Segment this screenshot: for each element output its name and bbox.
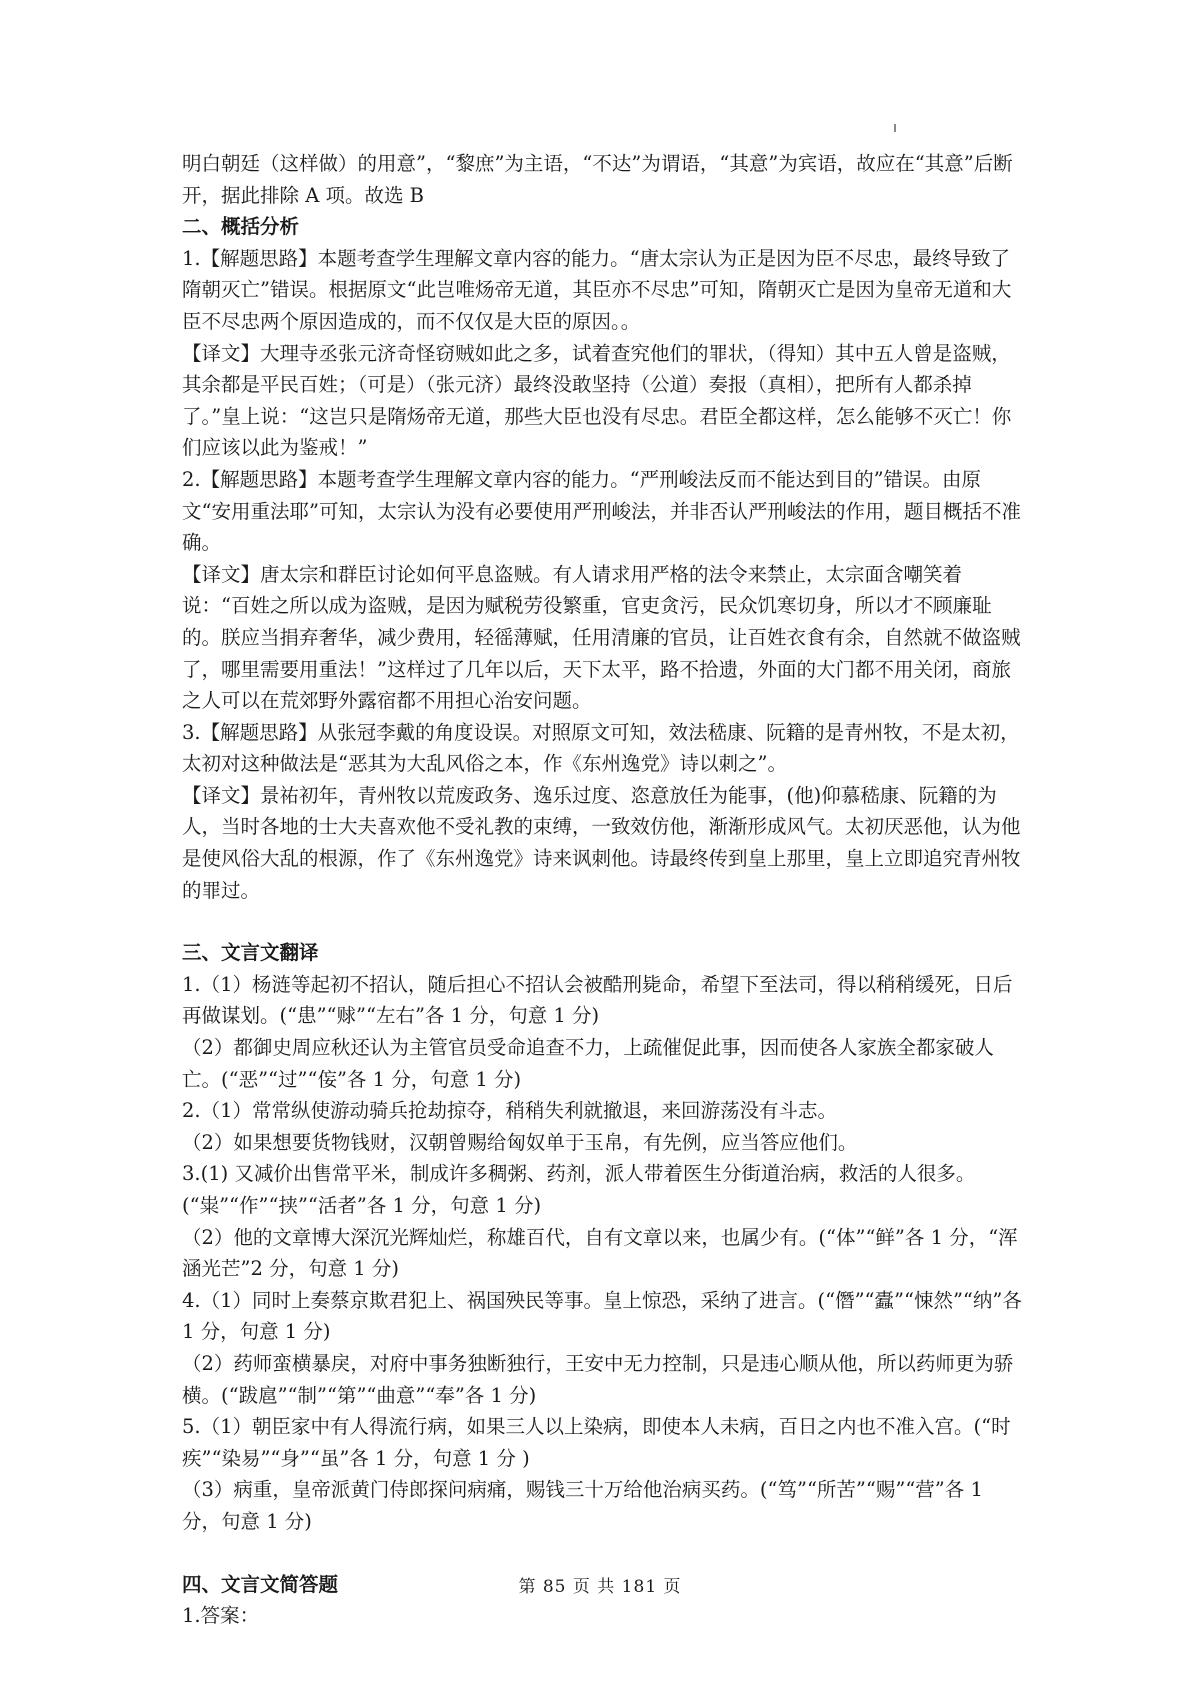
section-heading: 二、概括分析 [182,215,300,239]
paragraph: 【译文】景祐初年，青州牧以荒废政务、逸乐过度、恣意放任为能事，(他)仰慕嵇康、阮籍的为人，当时各地的士大夫喜欢他不受礼教的束缚，一致效仿他，渐渐形成风气。太初厌恶他，认为他是使风俗大乱的根源，作了《东州逸党》诗来讽刺他。诗最终传到皇上那里，皇上立即追究青州牧的罪过。 [182,783,1021,902]
page-mark [894,124,896,132]
paragraph: 【译文】大理寺丞张元济奇怪窃贼如此之多，试着查究他们的罪状，（得知）其中五人曾是盗贼，其余都是平民百姓；（可是）（张元济）最终没敢坚持（公道）奏报（真相），把所有人都杀掉了。”皇上说：“这岂只是隋炀帝无道，那些大臣也没有尽忠。君臣全都这样，怎么能够不灭亡！你们应该以此为鉴戒！” [182,341,1012,460]
translation-item: （2）都御史周应秋还认为主管官员受命追查不力，上疏催促此事，因而使各人家族全都家破人亡。(“恶”“过”“侫”各 1 分，句意 1 分) [182,1036,994,1091]
translation-item: 4.（1）同时上奏蔡京欺君犯上、祸国殃民等事。皇上惊恐，采纳了进言。(“僭”“蠹”“悚然”“纳”各 1 分，句意 1 分) [182,1288,1022,1344]
paragraph: 3.【解题思路】从张冠李戴的角度设误。对照原文可知，效法嵇康、阮籍的是青州牧，不是太初，太初对这种做法是“恶其为大乱风俗之本，作《东州逸党》诗以刺之”。 [182,720,1020,776]
translation-item: 5.（1）朝臣家中有人得流行病，如果三人以上染病，即使本人未病，百日之内也不准入宫。(“时疾”“染易”“身”“虽”各 1 分，句意 1 分 ) [182,1415,1011,1470]
paragraph: 2.【解题思路】本题考查学生理解文章内容的能力。“严刑峻法反而不能达到目的”错误。由原文“安用重法耶”可知，太宗认为没有必要使用严刑峻法，并非否认严刑峻法的作用，题目概括不准确。 [182,467,1021,555]
translation-item: （2）如果想要货物钱财，汉朝曾赐给匈奴单于玉帛，有先例，应当答应他们。 [182,1130,858,1154]
answer-label: 1.答案： [182,1604,260,1628]
spacer [182,1538,1027,1569]
section-heading: 四、文言文简答题 [182,1572,339,1596]
translation-item: （2）药师蛮横暴戾，对府中事务独断独行，王安中无力控制，只是违心顺从他，所以药师更为骄横。(“跋扈”“制”“第”“曲意”“奉”各 1 分) [182,1351,1014,1407]
paragraph: 1.【解题思路】本题考查学生理解文章内容的能力。“唐太宗认为正是因为臣不尽忠，最终导致了隋朝灭亡”错误。根据原文“此岂唯炀帝无道，其臣亦不尽忠”可知，隋朝灭亡是因为皇帝无道和大臣不尽忠两个原因造成的，而不仅仅是大臣的原因。。 [182,246,1012,333]
translation-item: 2.（1）常常纵使游动骑兵抢劫掠夺，稍稍失利就撤退，来回游荡没有斗志。 [182,1099,838,1123]
section-heading: 三、文言文翻译 [182,941,319,965]
spacer [182,906,1027,937]
translation-item: 3.(1) 又减价出售常平米，制成许多稠粥、药剂，派人带着医生分街道治病，救活的人很多。(“粜”“作”“挟”“活者”各 1 分，句意 1 分) [182,1162,976,1217]
translation-item: 1.（1）杨涟等起初不招认，随后担心不招认会被酷刑毙命，希望下至法司，得以稍稍缓死，日后再做谋划。(“患”“赇”“左右”各 1 分，句意 1 分) [182,972,1013,1028]
document-body [182,148,1027,1632]
paragraph: 【译文】唐太宗和群臣讨论如何平息盗贼。有人请求用严格的法令来禁止，太宗面含嘲笑着说：“百姓之所以成为盗贼，是因为赋税劳役繁重，官吏贪污，民众饥寒切身，所以才不顾廉耻的。朕应当捐弃奢华，减少费用，轻徭薄赋，任用清廉的官员，让百姓衣食有余，自然就不做盗贼了，哪里需要用重法！”这样过了几年以后，天下太平，路不拾遗，外面的大门都不用关闭，商旅之人可以在荒郊野外露宿都不用担心治安问题。 [182,562,1021,713]
page-footer: 第 85 页 共 181 页 [518,1577,682,1597]
translation-item: （3）病重，皇帝派黄门侍郎探问病痛，赐钱三十万给他治病买药。(“笃”“所苦”“赐”“营”各 1 分，句意 1 分) [182,1478,983,1533]
paragraph: 明白朝廷（这样做）的用意”，“黎庶”为主语，“不达”为谓语，“其意”为宾语，故应在“其意”后断开，据此排除 A 项。故选 B [182,152,1013,207]
translation-item: （2）他的文章博大深沉光辉灿烂，称雄百代，自有文章以来，也属少有。(“体”“鲜”各 1 分，“浑涵光芒”2 分，句意 1 分) [182,1225,1018,1281]
